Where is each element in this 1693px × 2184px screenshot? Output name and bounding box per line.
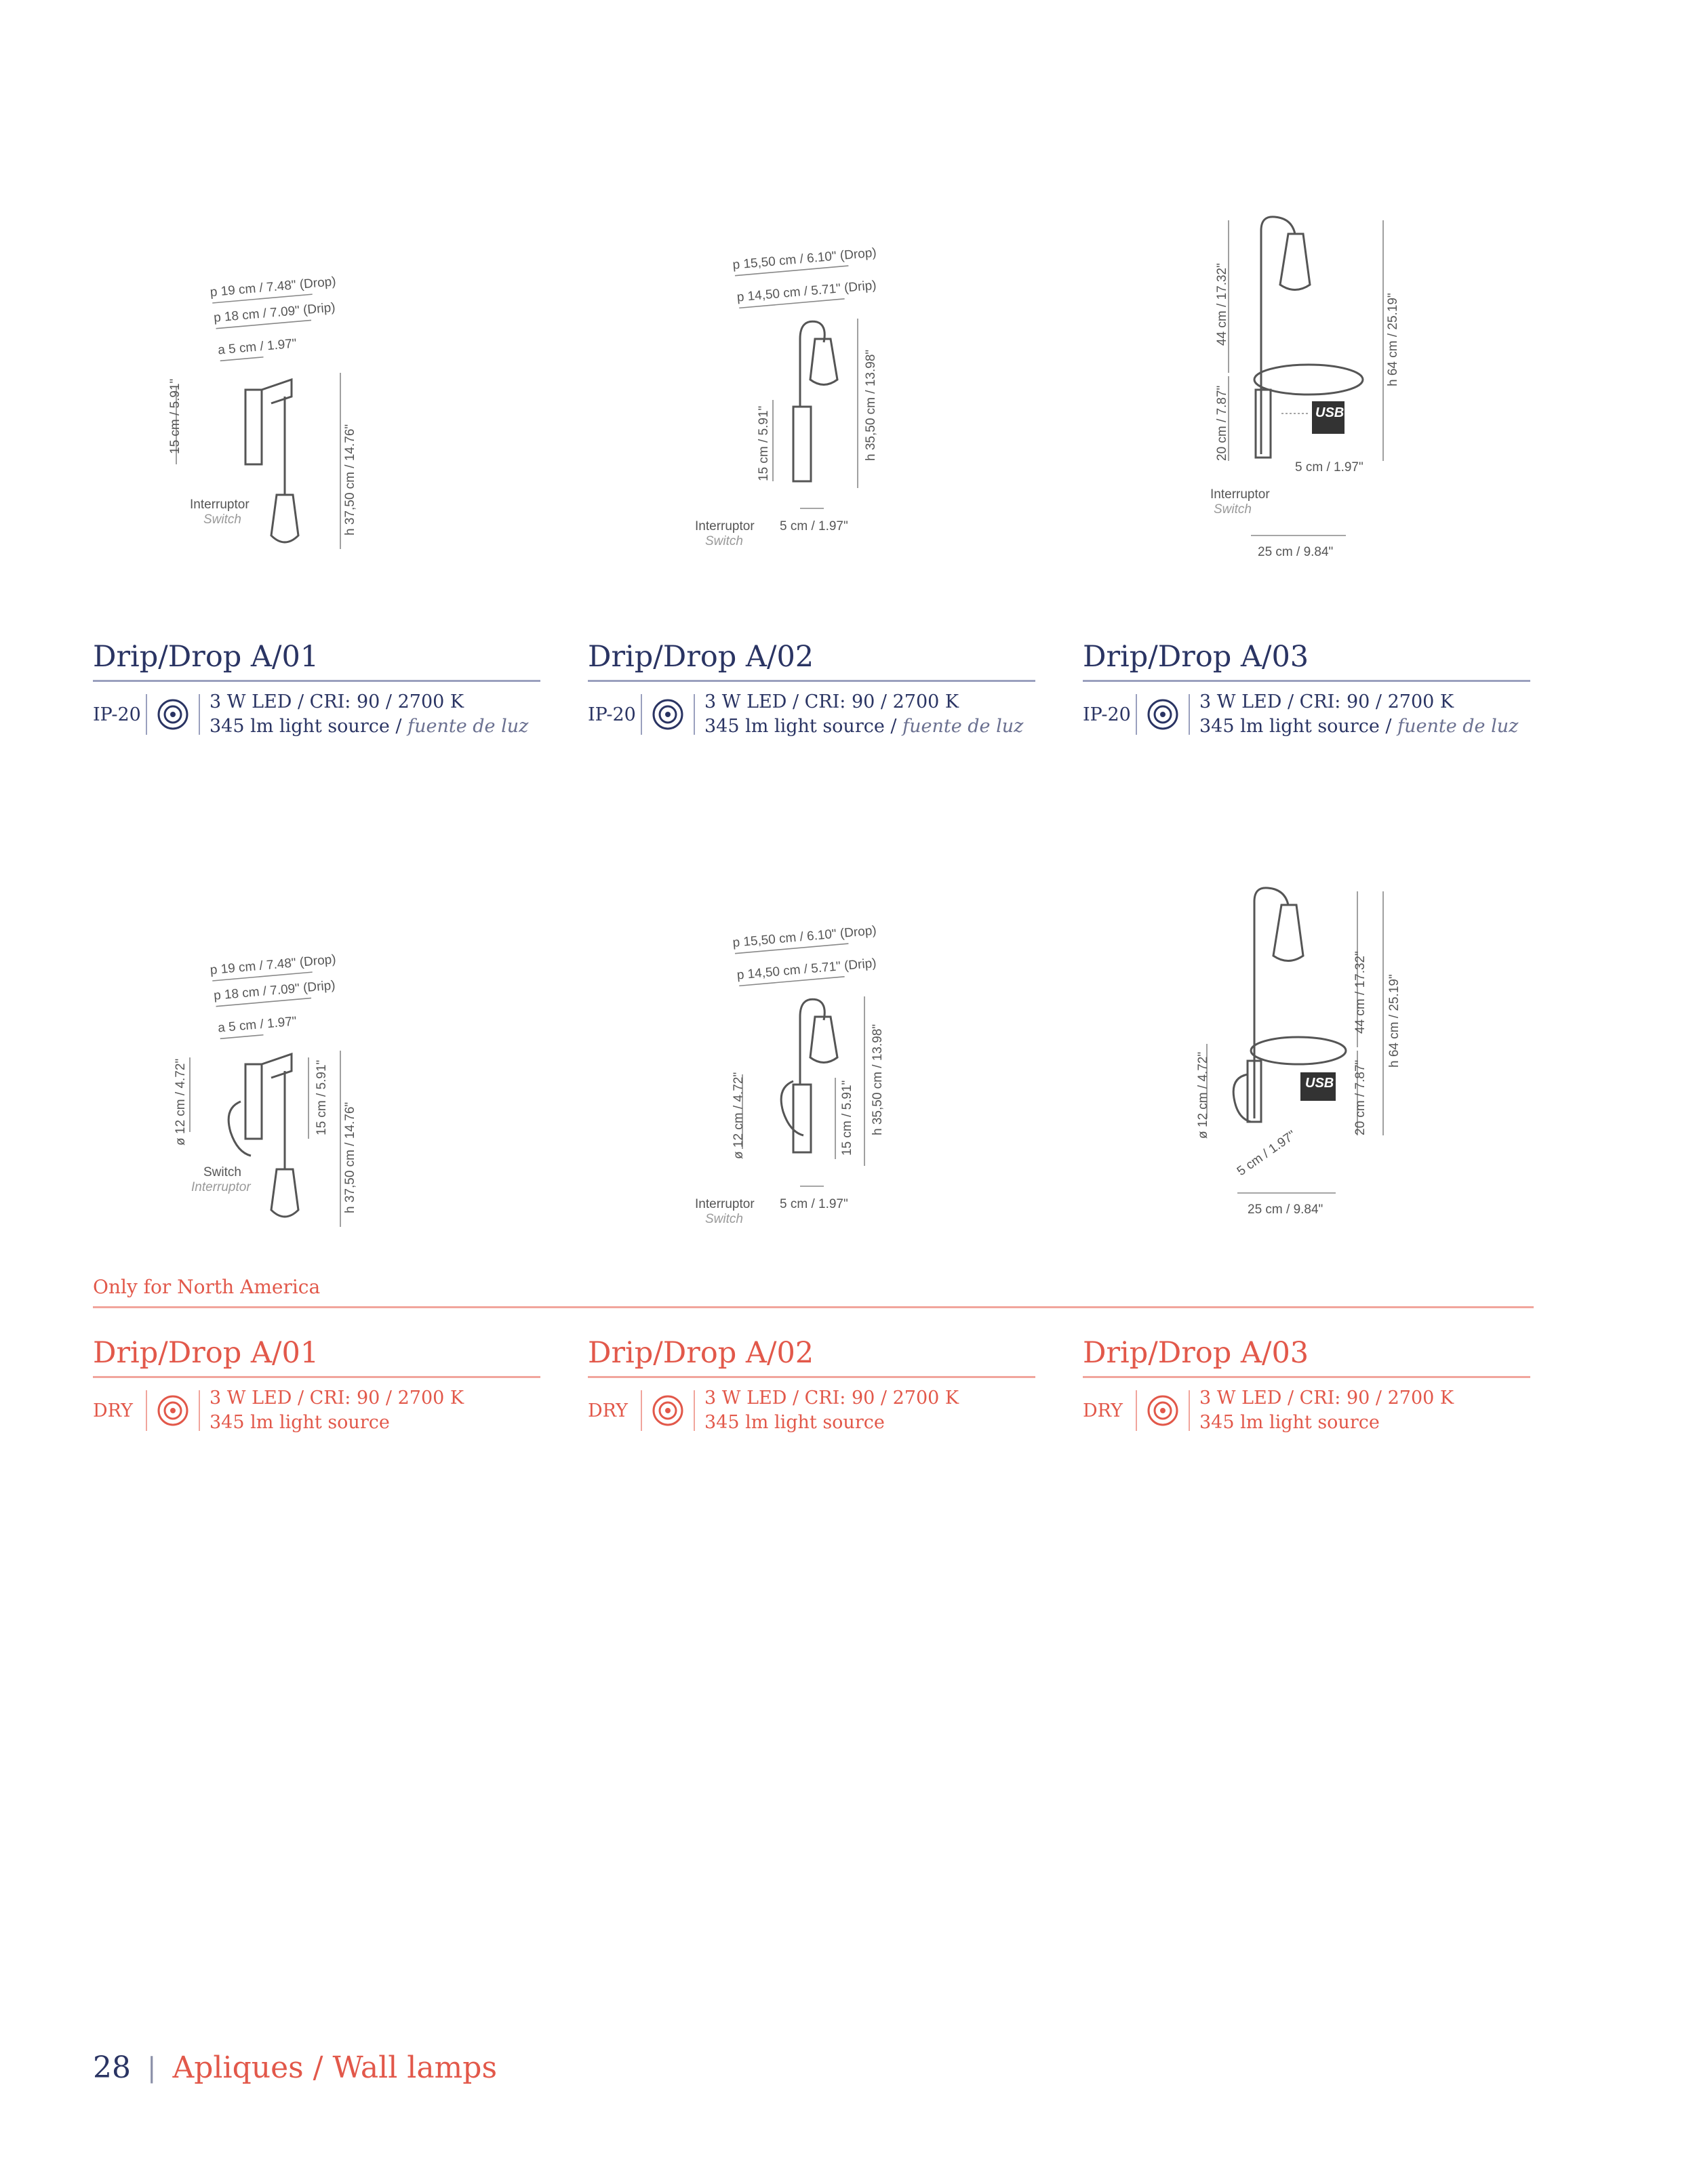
product-spec (93, 691, 540, 737)
dim-h-upper: 44 cm / 17.32" (1353, 951, 1368, 1034)
dim-p-drip: p 18 cm / 7.09" (Drip) (213, 300, 336, 325)
product-spec (588, 691, 1035, 737)
north-america-note: Only for North America (93, 1276, 1534, 1308)
dim-p-drop: p 19 cm / 7.48" (Drop) (210, 952, 337, 978)
spec-text (1190, 690, 1518, 739)
switch-label: Interruptor (190, 498, 250, 512)
ip-rating: IP-20 (1083, 704, 1131, 725)
spec-line-2: 345 lm light source / fuente de luz (1199, 716, 1519, 737)
dim-diam: ø 12 cm / 4.72" (732, 1072, 746, 1159)
dim-h-small: 15 cm / 5.91" (168, 378, 182, 454)
spec-text (695, 1386, 959, 1435)
dim-h-total: h 37,50 cm / 14.76" (343, 1101, 357, 1213)
switch-label: Interruptor (695, 1197, 755, 1211)
spec-line-2: 345 lm light source (704, 1412, 885, 1433)
spec-line-1: 3 W LED / CRI: 90 / 2700 K (1199, 691, 1454, 712)
spec-text (695, 690, 1023, 739)
dim-depth: 5 cm / 1.97" (1295, 460, 1363, 474)
page-number: 28 (93, 2050, 131, 2085)
dim-w: 5 cm / 1.97" (780, 519, 848, 533)
switch-label-alt: Switch (705, 1212, 743, 1226)
target-circle-icon (147, 694, 199, 735)
product-a01 (93, 639, 540, 735)
dim-h-total: h 37,50 cm / 14.76" (343, 424, 357, 535)
dim-h-small: 15 cm / 5.91" (315, 1059, 329, 1135)
dim-h-lower: 20 cm / 7.87" (1215, 385, 1229, 461)
product-spec (1083, 1390, 1530, 1431)
dim-p-drop: p 15,50 cm / 6.10" (Drop) (732, 923, 877, 950)
dim-p-drip: p 14,50 cm / 5.71" (Drip) (736, 956, 877, 983)
product-title: Drip/Drop A/01 (93, 639, 540, 682)
spec-text (200, 1386, 464, 1435)
product-a03 (1083, 639, 1530, 735)
dim-diam: ø 12 cm / 4.72" (1196, 1051, 1210, 1139)
drawing-a03 (1193, 210, 1417, 569)
dry-rating: DRY (93, 1400, 133, 1421)
target-circle-icon (1137, 694, 1189, 735)
dim-p-drip: p 14,50 cm / 5.71" (Drip) (736, 278, 877, 305)
usb-label: USB (1315, 405, 1345, 420)
product-na-a02 (588, 1335, 1035, 1431)
footer-separator: | (147, 2052, 157, 2084)
dry-rating: DRY (1083, 1400, 1123, 1421)
product-na-a01 (93, 1335, 540, 1431)
switch-label-alt: Switch (705, 534, 743, 548)
ip-rating: IP-20 (588, 704, 636, 725)
spec-line-2: 345 lm light source / fuente de luz (210, 716, 529, 737)
spec-line-2: 345 lm light source (210, 1412, 390, 1433)
spec-line-1: 3 W LED / CRI: 90 / 2700 K (1199, 1388, 1454, 1409)
product-spec (93, 1390, 540, 1431)
target-circle-icon (642, 1390, 694, 1431)
dim-h-lower: 20 cm / 7.87" (1353, 1059, 1368, 1135)
spec-text (1190, 1386, 1454, 1435)
product-na-a03 (1083, 1335, 1530, 1431)
drawing-na-a01 (163, 929, 407, 1240)
section-title: Apliques / Wall lamps (172, 2050, 498, 2085)
page-footer (93, 2050, 497, 2085)
dim-width: 25 cm / 9.84" (1248, 1202, 1323, 1217)
dim-h-upper: 44 cm / 17.32" (1215, 263, 1229, 346)
switch-label: Interruptor (695, 519, 755, 533)
dim-h-total: h 35,50 cm / 13.98" (864, 349, 878, 461)
ip-rating: IP-20 (93, 704, 141, 725)
product-title: Drip/Drop A/03 (1083, 639, 1530, 682)
product-title: Drip/Drop A/03 (1083, 1335, 1530, 1378)
product-spec (588, 1390, 1035, 1431)
target-circle-icon (147, 1390, 199, 1431)
dim-p-drop: p 19 cm / 7.48" (Drop) (210, 275, 337, 300)
product-title: Drip/Drop A/02 (588, 639, 1035, 682)
switch-label-alt: Interruptor (191, 1180, 251, 1194)
switch-label: Interruptor (1210, 487, 1270, 502)
dim-a: a 5 cm / 1.97" (217, 336, 298, 358)
target-circle-icon (1137, 1390, 1189, 1431)
dry-rating: DRY (588, 1400, 628, 1421)
switch-label: Switch (203, 1165, 241, 1179)
dim-diam: ø 12 cm / 4.72" (174, 1058, 188, 1146)
spec-line-1: 3 W LED / CRI: 90 / 2700 K (704, 691, 959, 712)
dim-width: 25 cm / 9.84" (1258, 545, 1334, 559)
spec-line-1: 3 W LED / CRI: 90 / 2700 K (210, 691, 464, 712)
spec-text (200, 690, 528, 739)
drawing-a01 (163, 251, 407, 563)
target-circle-icon (642, 694, 694, 735)
spec-line-1: 3 W LED / CRI: 90 / 2700 K (210, 1388, 464, 1409)
product-a02 (588, 639, 1035, 735)
dim-h-small: 15 cm / 5.91" (840, 1080, 854, 1156)
dim-a: a 5 cm / 1.97" (217, 1014, 298, 1036)
drawing-na-a03 (1180, 874, 1417, 1240)
dim-h-total: h 64 cm / 25.19" (1387, 974, 1401, 1068)
dim-depth: 5 cm / 1.97" (1234, 1128, 1299, 1179)
drawing-a02 (685, 217, 929, 556)
drawing-na-a02 (685, 895, 929, 1234)
spec-line-1: 3 W LED / CRI: 90 / 2700 K (704, 1388, 959, 1409)
switch-label-alt: Switch (1214, 502, 1252, 517)
dim-p-drip: p 18 cm / 7.09" (Drip) (213, 978, 336, 1003)
dim-p-drop: p 15,50 cm / 6.10" (Drop) (732, 245, 877, 272)
dim-h-small: 15 cm / 5.91" (757, 405, 771, 481)
dim-h-total: h 64 cm / 25.19" (1386, 293, 1400, 386)
product-title: Drip/Drop A/02 (588, 1335, 1035, 1378)
usb-label: USB (1305, 1076, 1334, 1091)
spec-line-2: 345 lm light source (1199, 1412, 1380, 1433)
product-title: Drip/Drop A/01 (93, 1335, 540, 1378)
dim-h-total: h 35,50 cm / 13.98" (871, 1024, 885, 1135)
spec-line-2: 345 lm light source / fuente de luz (704, 716, 1024, 737)
switch-label-alt: Switch (203, 512, 241, 527)
product-spec (1083, 691, 1530, 737)
dim-w: 5 cm / 1.97" (780, 1197, 848, 1211)
